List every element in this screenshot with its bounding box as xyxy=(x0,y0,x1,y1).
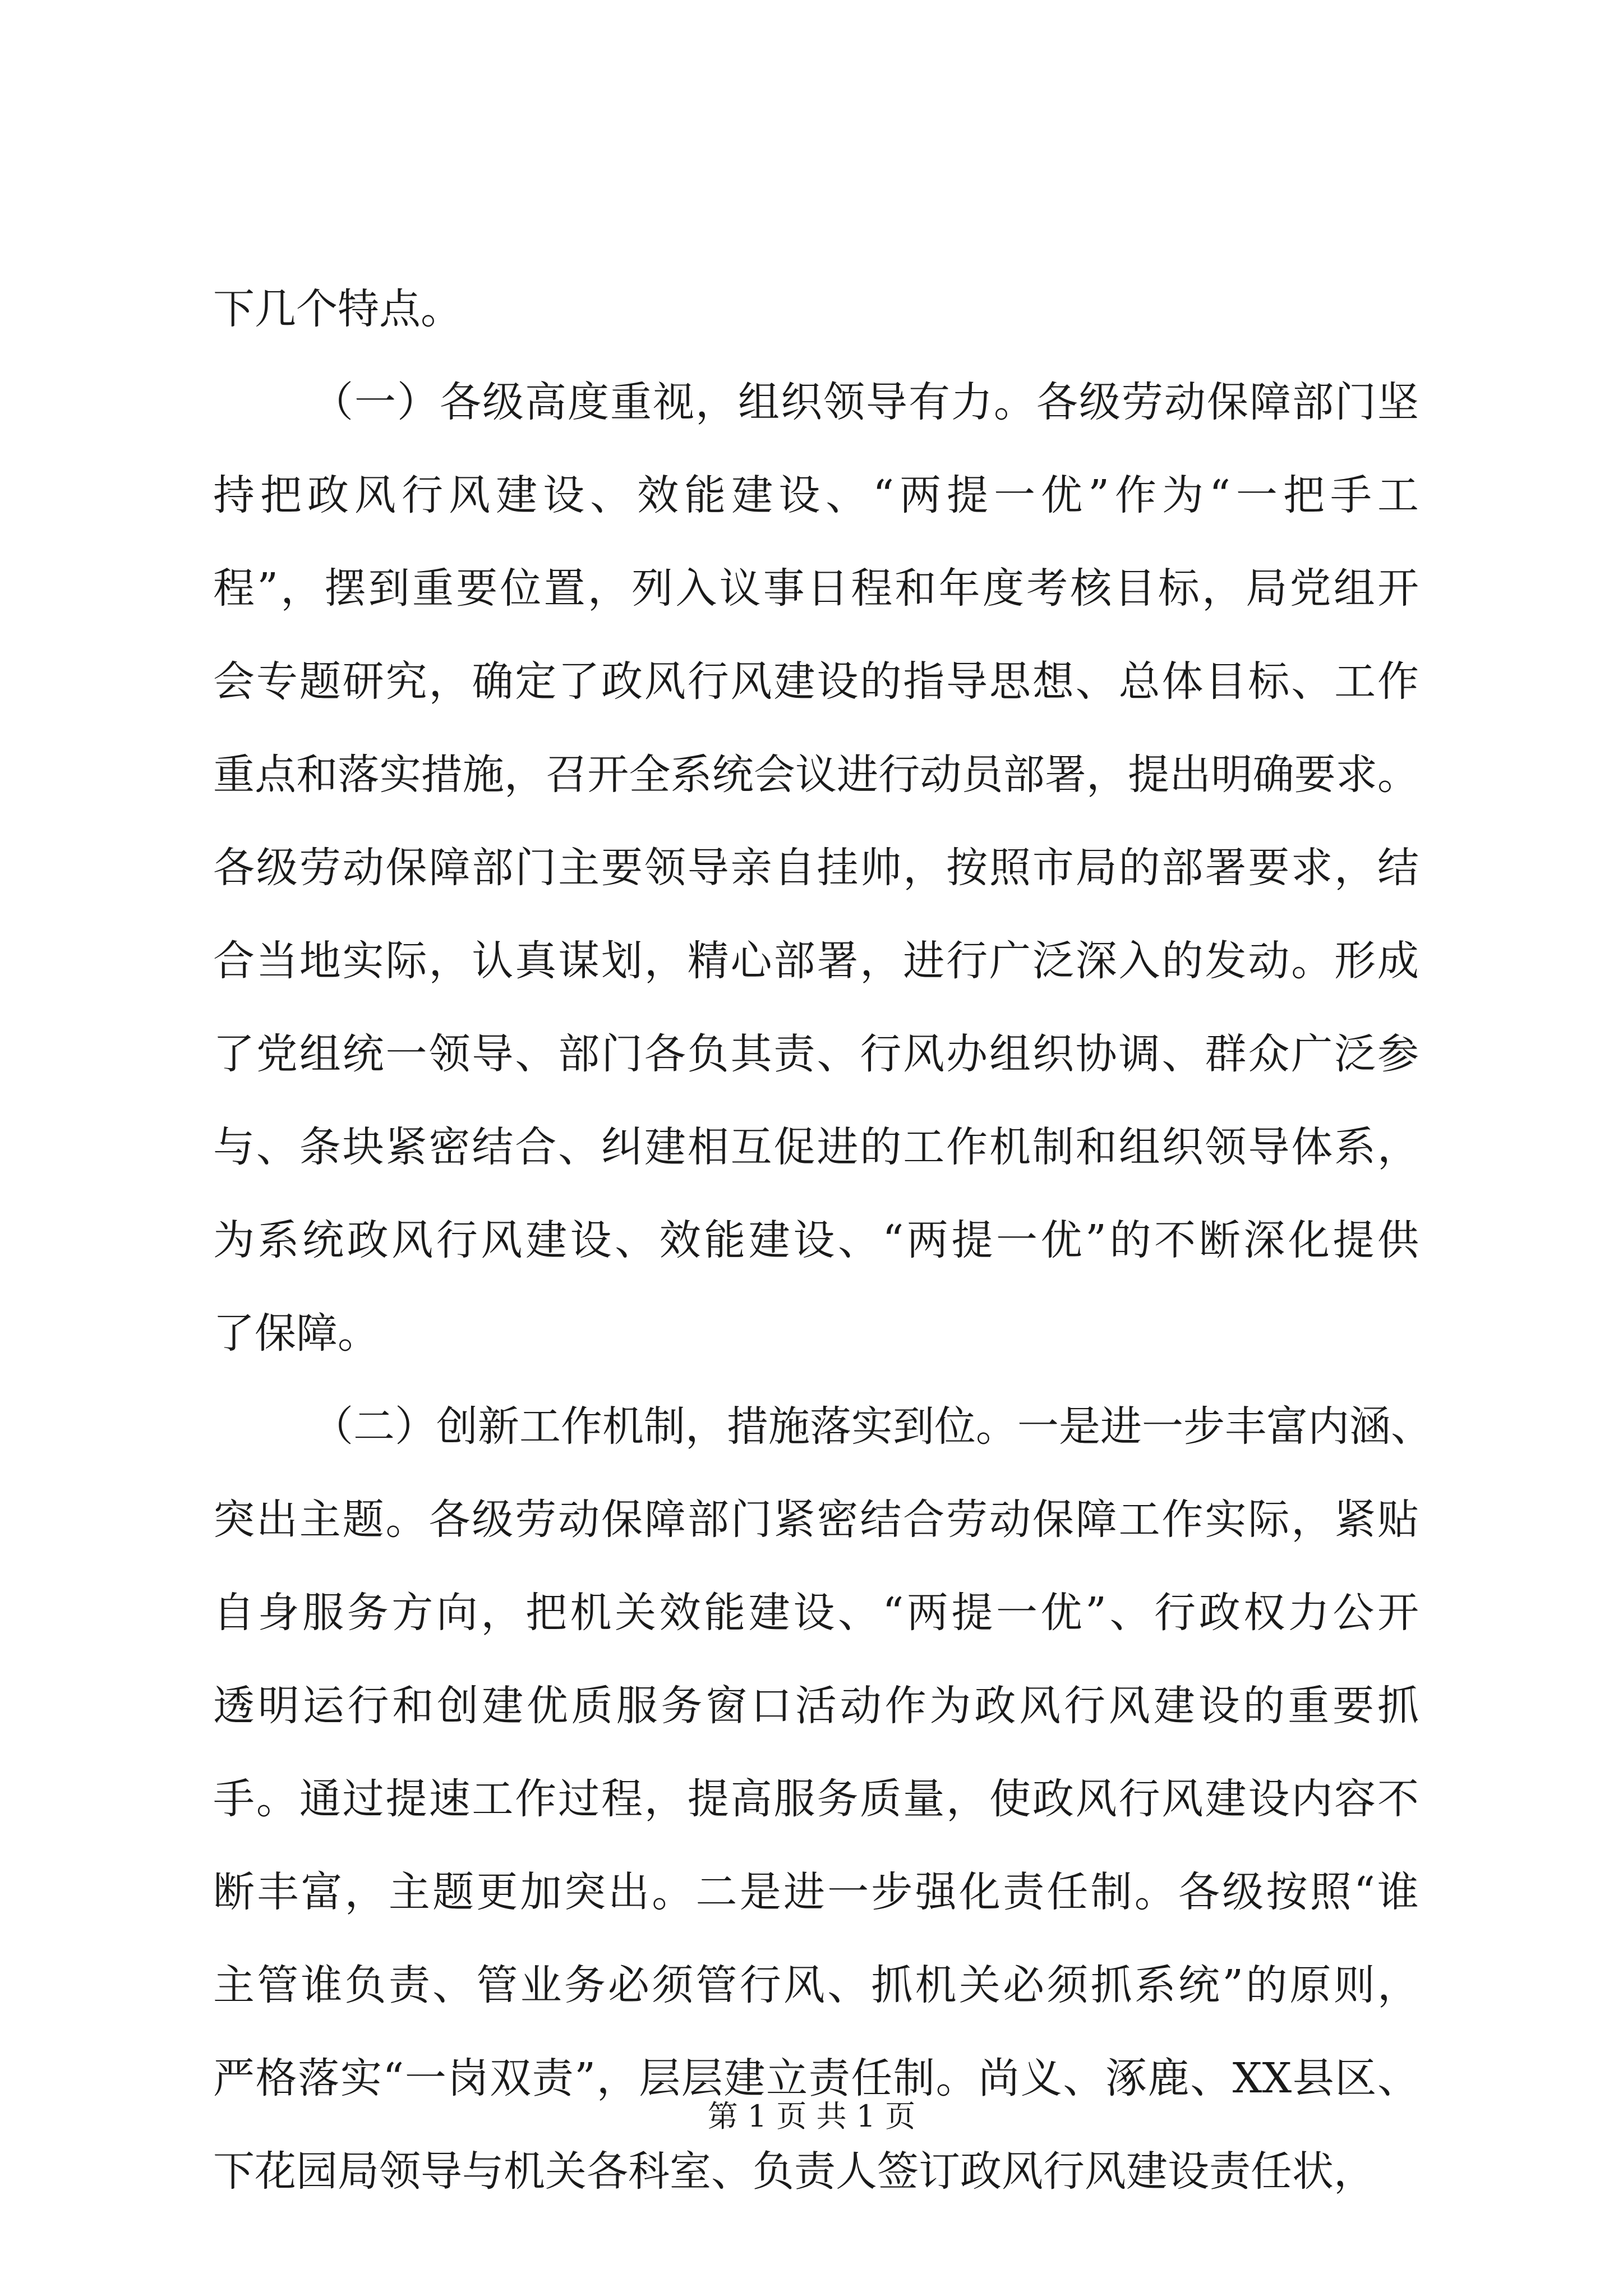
paragraph-3-line-6: 断丰富，主题更加突出。二是进一步强化责任制。各级按照“谁 xyxy=(213,1868,1419,1916)
paragraph-2-line-11: 了保障。 xyxy=(213,1309,379,1358)
paragraph-3-line-8: 严格落实“一岗双责”，层层建立责任制。尚义、涿鹿、XX县区、 xyxy=(213,2054,1419,2102)
paragraph-3-line-2: 突出主题。各级劳动保障部门紧密结合劳动保障工作实际，紧贴 xyxy=(213,1496,1419,1544)
paragraph-3-line-5: 手。通过提速工作过程，提高服务质量，使政风行风建设内容不 xyxy=(213,1775,1419,1823)
document-body xyxy=(213,263,1432,2218)
paragraph-3-line-1: （二）创新工作机制，措施落实到位。一是进一步丰富内涵、 xyxy=(312,1402,1432,1451)
paragraph-3-line-9: 下花园局领导与机关各科室、负责人签订政风行风建设责任状， xyxy=(213,2147,1375,2196)
paragraph-2-line-2: 持把政风行风建设、效能建设、“两提一优”作为“一把手工 xyxy=(213,471,1419,519)
paragraph-2-line-7: 合当地实际，认真谋划，精心部署，进行广泛深入的发动。形成 xyxy=(213,937,1419,985)
paragraph-2-line-8: 了党组统一领导、部门各负其责、行风办组织协调、群众广泛参 xyxy=(213,1030,1419,1078)
paragraph-2-line-6: 各级劳动保障部门主要领导亲自挂帅，按照市局的部署要求，结 xyxy=(213,844,1419,892)
paragraph-3-line-7: 主管谁负责、管业务必须管行风、抓机关必须抓系统”的原则， xyxy=(213,1961,1419,2009)
paragraph-2-line-1: （一）各级高度重视，组织领导有力。各级劳动保障部门坚 xyxy=(312,378,1419,426)
paragraph-2-line-5: 重点和落实措施，召开全系统会议进行动员部署，提出明确要求。 xyxy=(213,751,1419,799)
paragraph-2-line-3: 程”，摆到重要位置，列入议事日程和年度考核目标，局党组开 xyxy=(213,564,1419,613)
paragraph-2-line-4: 会专题研究，确定了政风行风建设的指导思想、总体目标、工作 xyxy=(213,657,1419,706)
page-footer: 第 1 页 共 1 页 xyxy=(707,2099,916,2134)
paragraph-3-line-3: 自身服务方向，把机关效能建设、“两提一优”、行政权力公开 xyxy=(213,1589,1419,1637)
paragraph-2-line-10: 为系统政风行风建设、效能建设、“两提一优”的不断深化提供 xyxy=(213,1216,1419,1264)
paragraph-1-line-1: 下几个特点。 xyxy=(213,285,462,333)
paragraph-2-line-9: 与、条块紧密结合、纠建相互促进的工作机制和组织领导体系， xyxy=(213,1123,1419,1171)
paragraph-3-line-4: 透明运行和创建优质服务窗口活动作为政风行风建设的重要抓 xyxy=(213,1682,1419,1730)
